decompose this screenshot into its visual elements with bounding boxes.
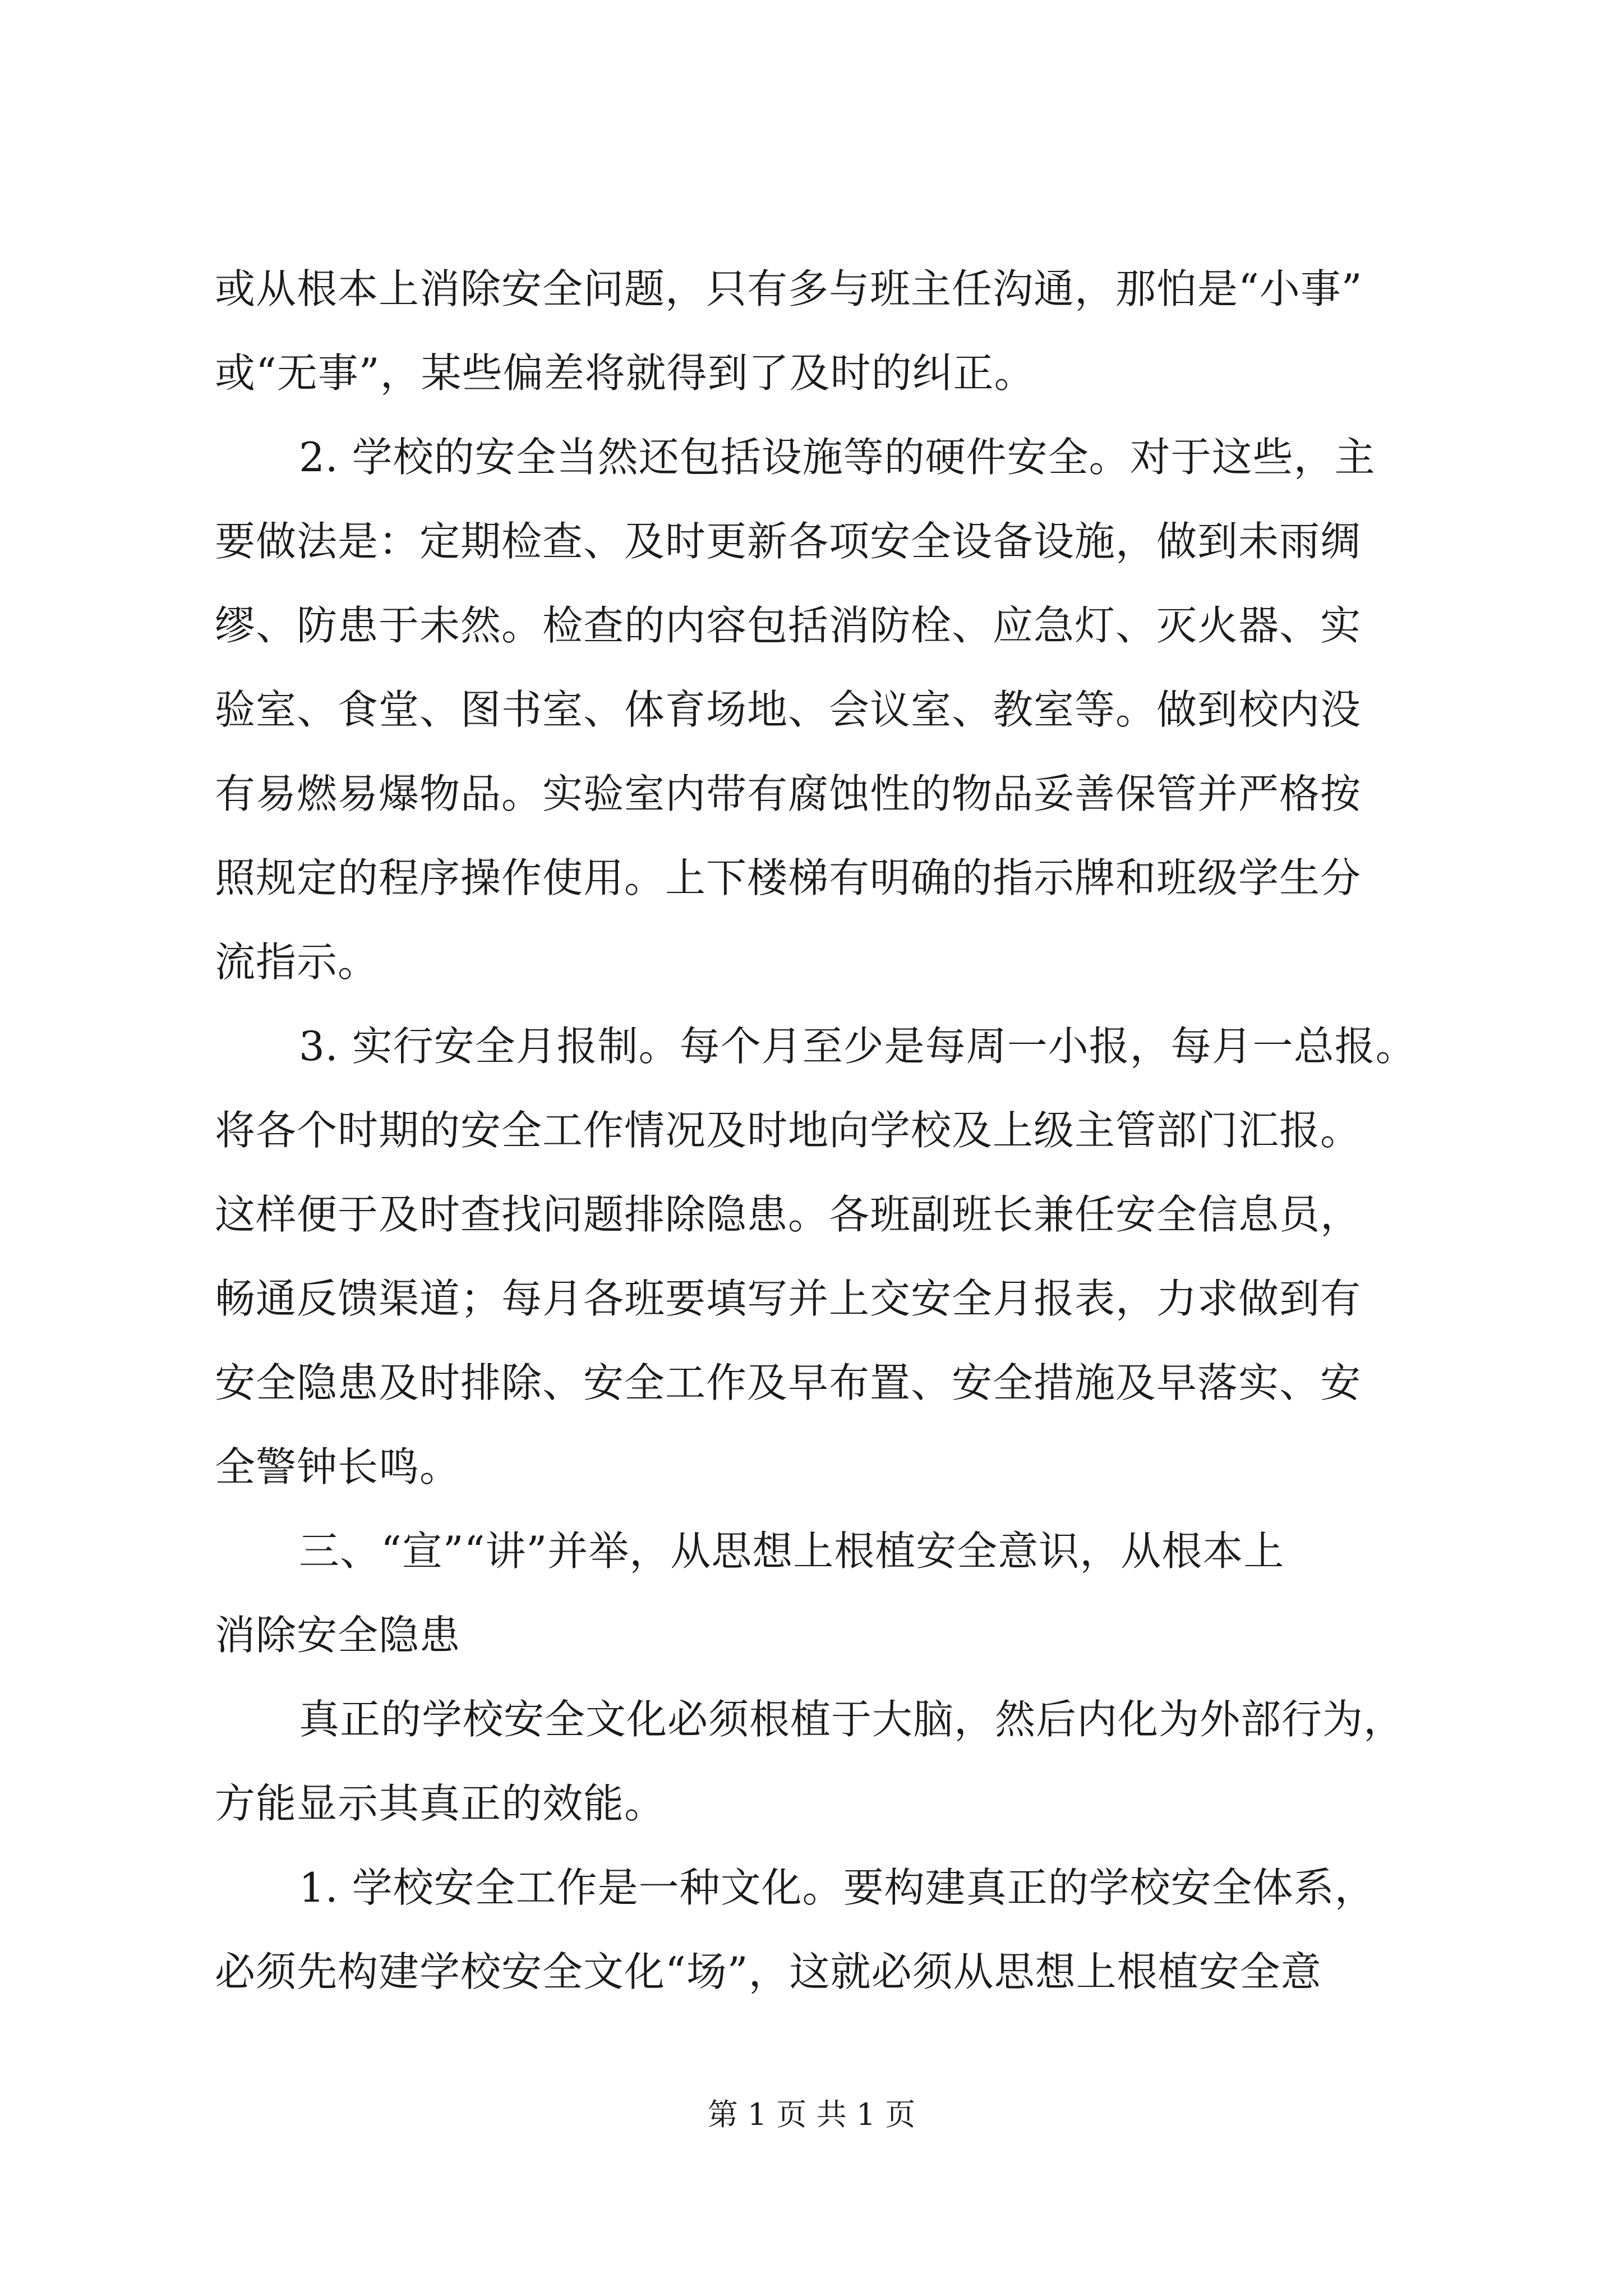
text-line: 或从根本上消除安全问题，只有多与班主任沟通，那怕是“小事” [215,265,1363,312]
text-line: 全警钟长鸣。 [215,1443,461,1490]
text-line: 安全隐患及时排除、安全工作及早布置、安全措施及早落实、安 [215,1359,1362,1406]
text-line: 必须先构建学校安全文化“场”，这就必须从思想上根植安全意 [215,1948,1322,1995]
page-number: 第 1 页 共 1 页 [707,2097,916,2132]
text-line: 真正的学校安全文化必须根植于大脑，然后内化为外部行为， [299,1696,1405,1743]
text-line: 2. 学校的安全当然还包括设施等的硬件安全。对于这些，主 [299,434,1376,481]
text-line: 或“无事”，某些偏差将就得到了及时的纠正。 [215,349,1035,397]
text-line: 缪、防患于未然。检查的内容包括消防栓、应急灯、灭火器、实 [215,602,1362,649]
text-line: 要做法是：定期检查、及时更新各项安全设备设施，做到未雨绸 [215,518,1362,565]
text-line: 3. 实行安全月报制。每个月至少是每周一小报，每月一总报。 [299,1023,1417,1070]
text-line: 方能显示其真正的效能。 [215,1780,666,1827]
text-line: 验室、食堂、图书室、体育场地、会议室、教室等。做到校内没 [215,686,1362,733]
document-body [215,247,1417,2014]
text-line: 这样便于及时查找问题排除隐患。各班副班长兼任安全信息员， [215,1191,1362,1238]
text-line: 流指示。 [215,938,379,986]
page-footer [0,2095,1623,2134]
section-heading-line: 三、“宣”“讲”并举，从思想上根植安全意识，从根本上 [299,1527,1285,1575]
text-line: 畅通反馈渠道；每月各班要填写并上交安全月报表，力求做到有 [215,1275,1362,1322]
text-line: 1. 学校安全工作是一种文化。要构建真正的学校安全体系， [299,1864,1376,1911]
text-line: 有易燃易爆物品。实验室内带有腐蚀性的物品妥善保管并严格按 [215,770,1362,817]
text-line: 照规定的程序操作使用。上下楼梯有明确的指示牌和班级学生分 [215,854,1362,901]
section-heading-line: 消除安全隐患 [215,1612,461,1659]
text-line: 将各个时期的安全工作情况及时地向学校及上级主管部门汇报。 [215,1107,1362,1154]
